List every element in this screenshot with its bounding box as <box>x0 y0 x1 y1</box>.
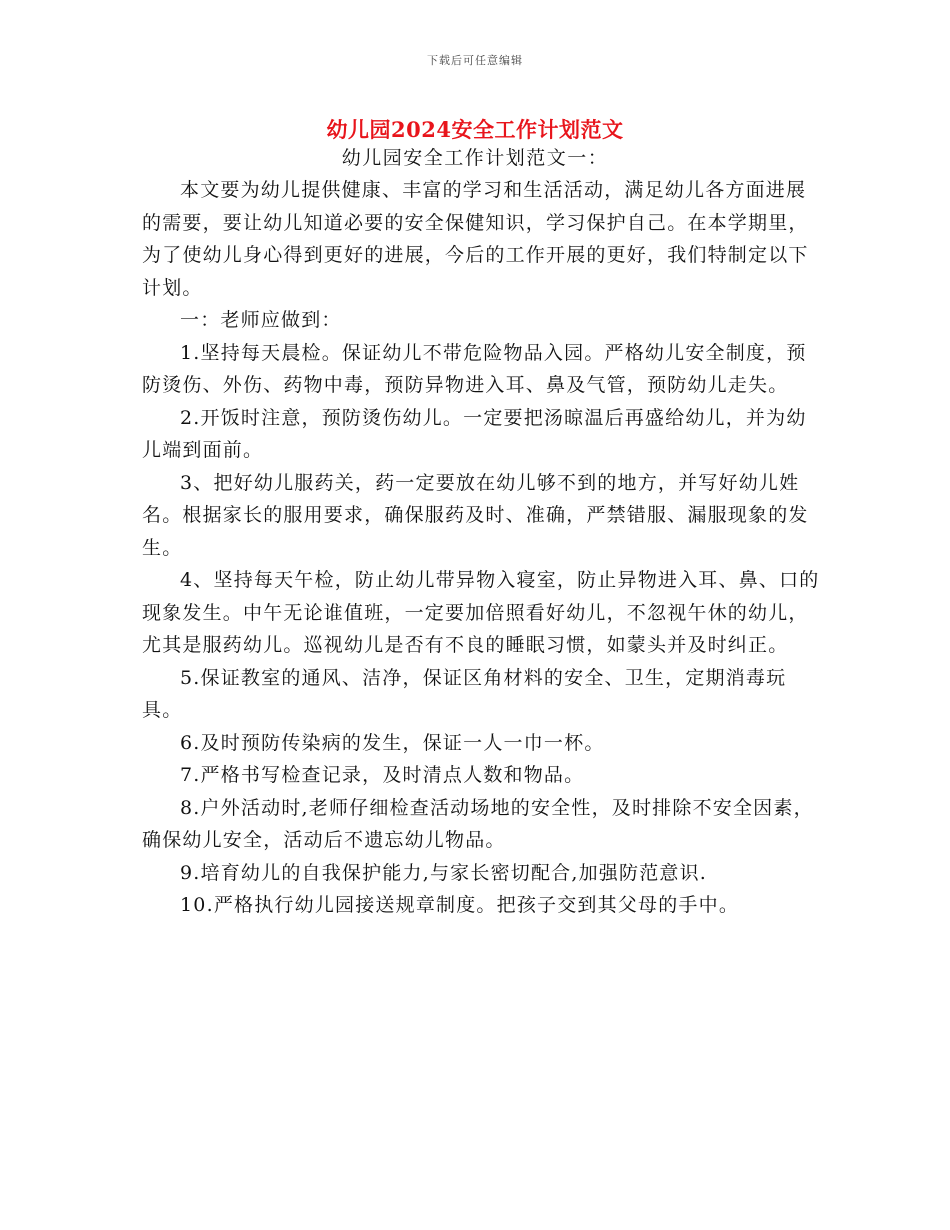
document-subtitle: 幼儿园安全工作计划范文一： <box>341 147 609 169</box>
section-heading-teacher: 一：老师应做到： <box>180 309 342 331</box>
list-item-4: 4、坚持每天午检，防止幼儿带异物入寝室，防止异物进入耳、鼻、口的现象发生。中午无论谁值班，一定要加倍照看好幼儿，不忽视午休的幼儿，尤其是服药幼儿。巡视幼儿是否有不良的睡眠习惯，如蒙头并及时纠正。 <box>142 569 820 656</box>
header-note: 下载后可任意编辑 <box>427 54 523 67</box>
list-item-6: 6.及时预防传染病的发生，保证一人一巾一杯。 <box>180 731 605 754</box>
list-item-7: 7.严格书写检查记录，及时清点人数和物品。 <box>180 764 585 786</box>
list-item-10: 10.严格执行幼儿园接送规章制度。把孩子交到其父母的手中。 <box>180 894 740 916</box>
list-item-8: 8.户外活动时,老师仔细检查活动场地的安全性，及时排除不安全因素，确保幼儿安全，活动后不遗忘幼儿物品。 <box>142 796 814 851</box>
document-body <box>142 174 822 922</box>
document-title: 幼儿园2024安全工作计划范文 <box>326 117 624 142</box>
list-item-3: 3、把好幼儿服药关，药一定要放在幼儿够不到的地方，并写好幼儿姓名。根据家长的服用要求，确保服药及时、准确，严禁错服、漏服现象的发生。 <box>142 471 809 559</box>
paragraph-intro: 本文要为幼儿提供健康、丰富的学习和生活活动，满足幼儿各方面进展的需要，要让幼儿知道必要的安全保健知识，学习保护自己。在本学期里，为了使幼儿身心得到更好的进展，今后的工作开展的更好，我们特制定以下计划。 <box>142 179 809 299</box>
list-item-1: 1.坚持每天晨检。保证幼儿不带危险物品入园。严格幼儿安全制度，预防烫伤、外伤、药物中毒，预防异物进入耳、鼻及气管，预防幼儿走失。 <box>142 341 807 396</box>
list-item-9: 9.培育幼儿的自我保护能力,与家长密切配合,加强防范意识. <box>180 861 708 884</box>
list-item-2: 2.开饭时注意，预防烫伤幼儿。一定要把汤晾温后再盛给幼儿，并为幼儿端到面前。 <box>142 406 807 461</box>
list-item-5: 5.保证教室的通风、洁净，保证区角材料的安全、卫生，定期消毒玩具。 <box>142 666 787 721</box>
